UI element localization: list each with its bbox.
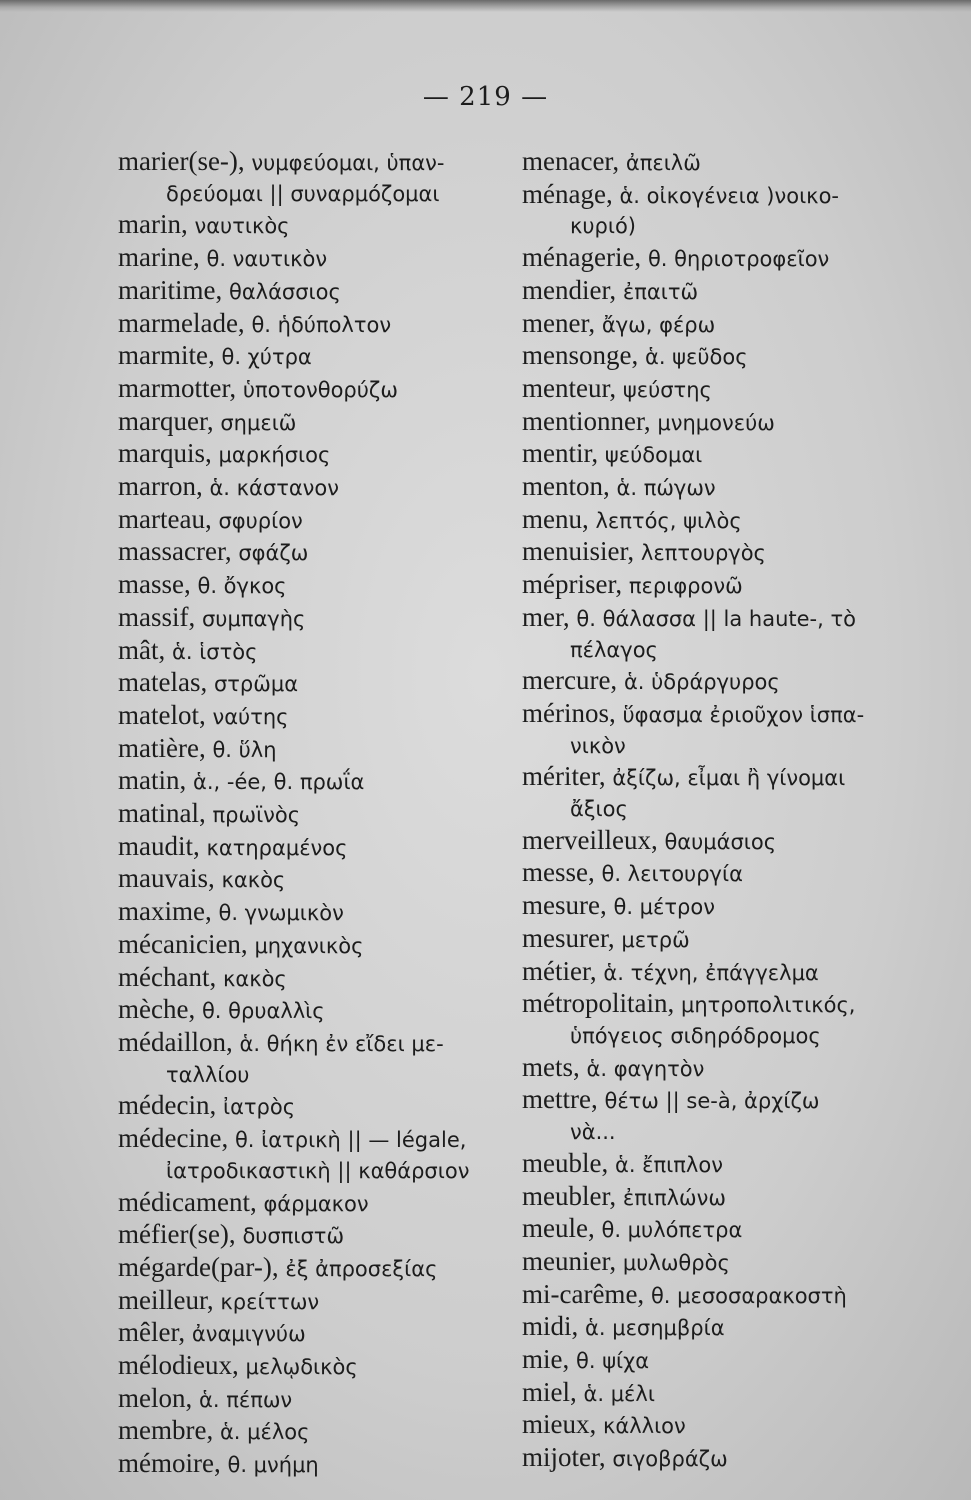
entry-translation: ἐξ ἀπροσεξίας bbox=[285, 1256, 438, 1281]
entry-translation: θέτω || se-à, ἀρχίζω bbox=[604, 1089, 820, 1114]
dictionary-entry bbox=[522, 340, 942, 373]
entry-translation: θ. θηριοτροφεῖον bbox=[647, 247, 830, 272]
dictionary-entry bbox=[118, 1252, 513, 1285]
entry-headword: marine, bbox=[118, 242, 207, 273]
entry-headword: massacrer, bbox=[118, 536, 239, 567]
dictionary-entry bbox=[522, 1311, 942, 1344]
dictionary-entry bbox=[118, 406, 513, 439]
entry-translation: μηχανικὸς bbox=[254, 933, 364, 958]
entry-headword: médicament, bbox=[118, 1186, 264, 1217]
entry-translation: ἁ. κάστανον bbox=[209, 476, 339, 501]
entry-headword: métier, bbox=[522, 955, 604, 986]
dictionary-entry bbox=[118, 733, 513, 766]
dictionary-entry bbox=[118, 373, 513, 406]
dictionary-entry bbox=[118, 1317, 513, 1350]
entry-translation: θαυμάσιος bbox=[664, 829, 777, 854]
entry-translation: ἀναμιγνύω bbox=[191, 1322, 306, 1347]
entry-headword: menton, bbox=[522, 471, 617, 502]
entry-headword: matelot, bbox=[118, 699, 213, 730]
dictionary-entry bbox=[522, 857, 942, 890]
entry-translation: κρείττων bbox=[220, 1289, 320, 1314]
entry-translation: κατηραμένος bbox=[206, 835, 348, 860]
dictionary-entry bbox=[118, 863, 513, 896]
dictionary-entry bbox=[118, 1027, 513, 1090]
entry-headword: méchant, bbox=[118, 961, 223, 992]
entry-translation: θ. ἰατρικὴ || — légale, bbox=[234, 1128, 467, 1153]
entry-headword: marron, bbox=[118, 471, 210, 502]
entry-headword: matinal, bbox=[118, 798, 213, 829]
entry-translation: μνημονεύω bbox=[657, 410, 775, 435]
entry-headword: meunier, bbox=[522, 1245, 623, 1276]
entry-translation: μαρκήσιος bbox=[218, 443, 331, 468]
dictionary-entry bbox=[118, 962, 513, 995]
entry-headword: métropolitain, bbox=[522, 988, 681, 1019]
entry-headword: menacer, bbox=[522, 146, 626, 176]
dictionary-entry bbox=[522, 923, 942, 956]
entry-continuation: ὑπόγειος σιδηρόδρομος bbox=[570, 1023, 821, 1048]
entry-headword: ménagerie, bbox=[522, 242, 648, 273]
entry-headword: mauvais, bbox=[118, 863, 222, 894]
dictionary-entry bbox=[522, 504, 942, 537]
dictionary-entry bbox=[522, 890, 942, 923]
entry-translation: ὕφασμα ἐριοῦχον ἱσπα- bbox=[622, 702, 865, 727]
dictionary-entry bbox=[118, 1383, 513, 1416]
dictionary-entry bbox=[522, 1279, 942, 1312]
dictionary-entry bbox=[522, 1084, 942, 1147]
entry-headword: marteau, bbox=[118, 503, 219, 534]
entry-continuation: ἰατροδικαστικὴ || καθάρσιον bbox=[166, 1158, 470, 1183]
entry-headword: mer, bbox=[522, 601, 577, 632]
entry-translation: φάρμακον bbox=[263, 1191, 369, 1216]
entry-headword: maxime, bbox=[118, 896, 219, 927]
entry-translation: θ. μεσοσαρακοστὴ bbox=[650, 1283, 847, 1308]
dictionary-entry bbox=[118, 569, 513, 602]
entry-headword: maritime, bbox=[118, 274, 229, 305]
entry-headword: marmite, bbox=[118, 340, 222, 371]
entry-headword: menteur, bbox=[522, 372, 623, 403]
entry-translation: δυσπιστῶ bbox=[242, 1224, 345, 1249]
entry-translation: ἀπειλῶ bbox=[625, 151, 701, 175]
entry-translation: ἁ. πέπων bbox=[199, 1387, 293, 1412]
entry-headword: matière, bbox=[118, 732, 213, 763]
entry-translation: μελῳδικὸς bbox=[245, 1355, 358, 1380]
dictionary-entry bbox=[522, 956, 942, 989]
dictionary-entry bbox=[118, 831, 513, 864]
entry-headword: menu, bbox=[522, 503, 596, 534]
entry-translation: ἁ. θήκη ἐν εἴδει με- bbox=[239, 1031, 444, 1056]
dictionary-entry bbox=[118, 504, 513, 537]
entry-headword: marin, bbox=[118, 209, 195, 240]
dictionary-entry bbox=[522, 988, 942, 1051]
dictionary-entry bbox=[522, 665, 942, 698]
entry-headword: mensonge, bbox=[522, 340, 645, 371]
entry-continuation: δρεύομαι || συναρμόζομαι bbox=[166, 181, 440, 206]
entry-translation: ἁ. ἔπιπλον bbox=[614, 1152, 723, 1177]
entry-translation: κακὸς bbox=[221, 868, 286, 893]
entry-headword: messe, bbox=[522, 857, 602, 888]
entry-translation: ἁ. οἰκογένεια )νοικο- bbox=[619, 183, 839, 208]
entry-translation: περιφρονῶ bbox=[628, 574, 743, 599]
dictionary-entry bbox=[522, 698, 942, 761]
entry-headword: méfier(se), bbox=[118, 1219, 243, 1250]
dictionary-entry bbox=[522, 438, 942, 471]
entry-translation: σημειῶ bbox=[220, 410, 297, 435]
dictionary-entry bbox=[522, 602, 942, 665]
entry-headword: marquer, bbox=[118, 405, 221, 436]
entry-headword: menuisier, bbox=[522, 536, 641, 567]
dictionary-entry bbox=[118, 1187, 513, 1220]
page-number: — 219 — bbox=[422, 82, 549, 112]
scan-edge bbox=[0, 0, 971, 12]
entry-headword: miel, bbox=[522, 1376, 584, 1407]
dictionary-entry bbox=[118, 275, 513, 308]
entry-headword: mécanicien, bbox=[118, 928, 255, 959]
dictionary-entry bbox=[118, 667, 513, 700]
entry-headword: merveilleux, bbox=[522, 824, 665, 855]
entry-translation: ἁ. μεσημβρία bbox=[585, 1316, 725, 1341]
dictionary-entry bbox=[522, 406, 942, 439]
dictionary-entry bbox=[118, 700, 513, 733]
entry-headword: mépriser, bbox=[522, 569, 629, 600]
entry-translation: κακὸς bbox=[222, 966, 287, 991]
dictionary-entry bbox=[522, 825, 942, 858]
entry-headword: mêler, bbox=[118, 1317, 192, 1348]
entry-translation: ἐπιπλώνω bbox=[622, 1185, 726, 1210]
entry-headword: mijoter, bbox=[522, 1442, 613, 1473]
entry-headword: médaillon, bbox=[118, 1026, 240, 1057]
entry-translation: κάλλιον bbox=[603, 1414, 686, 1439]
dictionary-entry bbox=[118, 929, 513, 962]
entry-translation: θ. χύτρα bbox=[221, 345, 312, 370]
entry-headword: marmelade, bbox=[118, 307, 252, 338]
entry-translation: ἁ. μέλος bbox=[219, 1420, 310, 1445]
dictionary-entry bbox=[522, 146, 942, 179]
entry-continuation: πέλαγος bbox=[570, 637, 658, 662]
entry-headword: meuble, bbox=[522, 1147, 615, 1178]
dictionary-entry bbox=[118, 146, 513, 209]
entry-translation: ἁ. ὑδράργυρος bbox=[623, 670, 780, 695]
dictionary-entry bbox=[522, 1442, 942, 1475]
entry-translation: ἁ. ἱστὸς bbox=[172, 639, 258, 664]
entry-translation: θ. γνωμικὸν bbox=[218, 901, 344, 926]
entry-translation: θ. ὄγκος bbox=[197, 574, 287, 599]
entry-translation: στρῶμα bbox=[213, 672, 299, 697]
entry-headword: mendier, bbox=[522, 274, 623, 305]
entry-headword: melon, bbox=[118, 1382, 199, 1413]
dictionary-entry bbox=[522, 308, 942, 341]
dictionary-entry bbox=[118, 308, 513, 341]
entry-continuation: νὰ... bbox=[570, 1120, 616, 1145]
entry-headword: marquis, bbox=[118, 438, 219, 469]
dictionary-entry bbox=[118, 1285, 513, 1318]
entry-headword: mémoire, bbox=[118, 1448, 228, 1479]
entry-headword: midi, bbox=[522, 1311, 586, 1342]
entry-translation: ἐπαιτῶ bbox=[622, 279, 699, 304]
entry-headword: mérinos, bbox=[522, 697, 623, 728]
entry-translation: ψεύστης bbox=[622, 377, 712, 402]
dictionary-entry bbox=[118, 340, 513, 373]
right-column bbox=[522, 146, 942, 1475]
entry-headword: mentionner, bbox=[522, 405, 658, 436]
entry-headword: mégarde(par-), bbox=[118, 1251, 286, 1282]
entry-translation: συμπαγὴς bbox=[202, 606, 306, 631]
entry-translation: μετρῶ bbox=[621, 927, 690, 952]
entry-translation: ὑποτονθορύζω bbox=[242, 377, 398, 402]
dictionary-entry bbox=[522, 1181, 942, 1214]
dictionary-entry bbox=[522, 1377, 942, 1410]
entry-headword: maudit, bbox=[118, 830, 207, 861]
dictionary-entry bbox=[522, 1148, 942, 1181]
dictionary-entry bbox=[118, 1350, 513, 1383]
entry-headword: mener, bbox=[522, 307, 602, 338]
entry-translation: ἄγω, φέρω bbox=[601, 312, 716, 337]
dictionary-entry bbox=[118, 602, 513, 635]
entry-continuation: νικὸν bbox=[570, 733, 626, 758]
entry-translation: ἰατρὸς bbox=[222, 1095, 296, 1120]
entry-translation: θ. θρυαλλὶς bbox=[201, 999, 325, 1024]
entry-translation: μητροπολιτικός, bbox=[680, 993, 856, 1018]
entry-headword: masse, bbox=[118, 569, 198, 600]
entry-translation: θ. μνήμη bbox=[227, 1453, 319, 1478]
entry-translation: λεπτουργὸς bbox=[640, 541, 766, 566]
entry-continuation: ταλλίου bbox=[166, 1062, 250, 1087]
entry-headword: mesurer, bbox=[522, 922, 622, 953]
entry-headword: meubler, bbox=[522, 1180, 623, 1211]
entry-translation: θαλάσσιος bbox=[228, 279, 341, 304]
entry-translation: θ. μυλόπετρα bbox=[601, 1218, 743, 1243]
dictionary-entry bbox=[118, 471, 513, 504]
dictionary-entry bbox=[522, 1213, 942, 1246]
entry-translation: ἁ., -ée, θ. πρωΐα bbox=[193, 770, 365, 795]
entry-translation: ἁ. πώγων bbox=[616, 476, 716, 501]
entry-headword: mât, bbox=[118, 634, 172, 665]
entry-headword: matelas, bbox=[118, 667, 214, 698]
entry-translation: λεπτός, ψιλὸς bbox=[595, 508, 742, 533]
dictionary-entry bbox=[118, 242, 513, 275]
entry-headword: marier(se-), bbox=[118, 146, 252, 176]
entry-translation: ψεύδομαι bbox=[604, 443, 703, 468]
entry-headword: mieux, bbox=[522, 1409, 603, 1440]
entry-translation: σφυρίον bbox=[218, 508, 303, 533]
entry-headword: membre, bbox=[118, 1415, 220, 1446]
dictionary-entry bbox=[118, 896, 513, 929]
entry-translation: θ. ὕλη bbox=[212, 737, 277, 762]
entry-translation: θ. ψίχα bbox=[576, 1349, 650, 1374]
entry-headword: ménage, bbox=[522, 178, 620, 209]
dictionary-entry bbox=[522, 761, 942, 824]
entry-headword: meilleur, bbox=[118, 1284, 221, 1315]
entry-headword: massif, bbox=[118, 601, 202, 632]
entry-translation: πρωϊνὸς bbox=[212, 803, 301, 828]
dictionary-entry bbox=[118, 1448, 513, 1481]
dictionary-entry bbox=[522, 1052, 942, 1085]
entry-headword: mentir, bbox=[522, 438, 605, 469]
dictionary-entry bbox=[522, 569, 942, 602]
dictionary-entry bbox=[118, 635, 513, 668]
entry-translation: νυμφεύομαι, ὑπαν- bbox=[251, 151, 445, 175]
dictionary-entry bbox=[118, 536, 513, 569]
dictionary-entry bbox=[522, 1344, 942, 1377]
entry-headword: mie, bbox=[522, 1344, 576, 1375]
entry-headword: médecine, bbox=[118, 1123, 235, 1154]
entry-headword: mets, bbox=[522, 1051, 587, 1082]
entry-translation: ἁ. ψεῦδος bbox=[644, 345, 748, 370]
entry-translation: θ. μέτρον bbox=[613, 895, 715, 920]
dictionary-entry bbox=[522, 1409, 942, 1442]
entry-headword: mériter, bbox=[522, 761, 613, 792]
dictionary-entry bbox=[118, 994, 513, 1027]
entry-translation: ναύτης bbox=[212, 704, 289, 729]
dictionary-entry bbox=[118, 438, 513, 471]
dictionary-entry bbox=[118, 1123, 513, 1186]
left-column bbox=[118, 146, 513, 1481]
entry-translation: ἀξίζω, εἶμαι ἢ γίνομαι bbox=[612, 766, 846, 791]
entry-translation: ἁ. τέχνη, ἐπάγγελμα bbox=[603, 960, 819, 985]
entry-translation: θ. ναυτικὸν bbox=[206, 247, 328, 272]
entry-translation: θ. λειτουργία bbox=[601, 862, 743, 887]
entry-translation: σφάζω bbox=[238, 541, 309, 566]
dictionary-entry bbox=[118, 765, 513, 798]
entry-translation: μυλωθρὸς bbox=[622, 1250, 730, 1275]
dictionary-entry bbox=[522, 275, 942, 308]
dictionary-entry bbox=[522, 471, 942, 504]
dictionary-entry bbox=[522, 179, 942, 242]
entry-translation: σιγοβράζω bbox=[612, 1447, 728, 1472]
dictionary-entry bbox=[118, 1415, 513, 1448]
entry-translation: θ. θάλασσα || la haute-, τὸ bbox=[576, 606, 856, 631]
entry-translation: θ. ἡδύπολτον bbox=[251, 312, 392, 337]
dictionary-entry bbox=[522, 1246, 942, 1279]
dictionary-entry bbox=[118, 798, 513, 831]
entry-continuation: ἄξιος bbox=[570, 797, 628, 822]
entry-headword: marmotter, bbox=[118, 372, 243, 403]
entry-headword: mèche, bbox=[118, 994, 202, 1025]
entry-continuation: κυριό) bbox=[570, 214, 637, 239]
dictionary-entry bbox=[522, 242, 942, 275]
entry-headword: mélodieux, bbox=[118, 1350, 246, 1381]
dictionary-entry bbox=[522, 373, 942, 406]
entry-headword: matin, bbox=[118, 765, 193, 796]
entry-headword: mercure, bbox=[522, 665, 624, 696]
entry-translation: ναυτικὸς bbox=[194, 214, 290, 239]
entry-headword: mi-carême, bbox=[522, 1278, 651, 1309]
entry-headword: meule, bbox=[522, 1213, 602, 1244]
entry-translation: ἁ. μέλι bbox=[583, 1381, 655, 1406]
dictionary-entry bbox=[118, 1090, 513, 1123]
entry-headword: mettre, bbox=[522, 1084, 605, 1115]
dictionary-entry bbox=[118, 1219, 513, 1252]
entry-headword: médecin, bbox=[118, 1090, 223, 1121]
entry-headword: mesure, bbox=[522, 890, 614, 921]
entry-translation: ἁ. φαγητὸν bbox=[586, 1056, 705, 1081]
dictionary-entry bbox=[522, 536, 942, 569]
dictionary-entry bbox=[118, 209, 513, 242]
